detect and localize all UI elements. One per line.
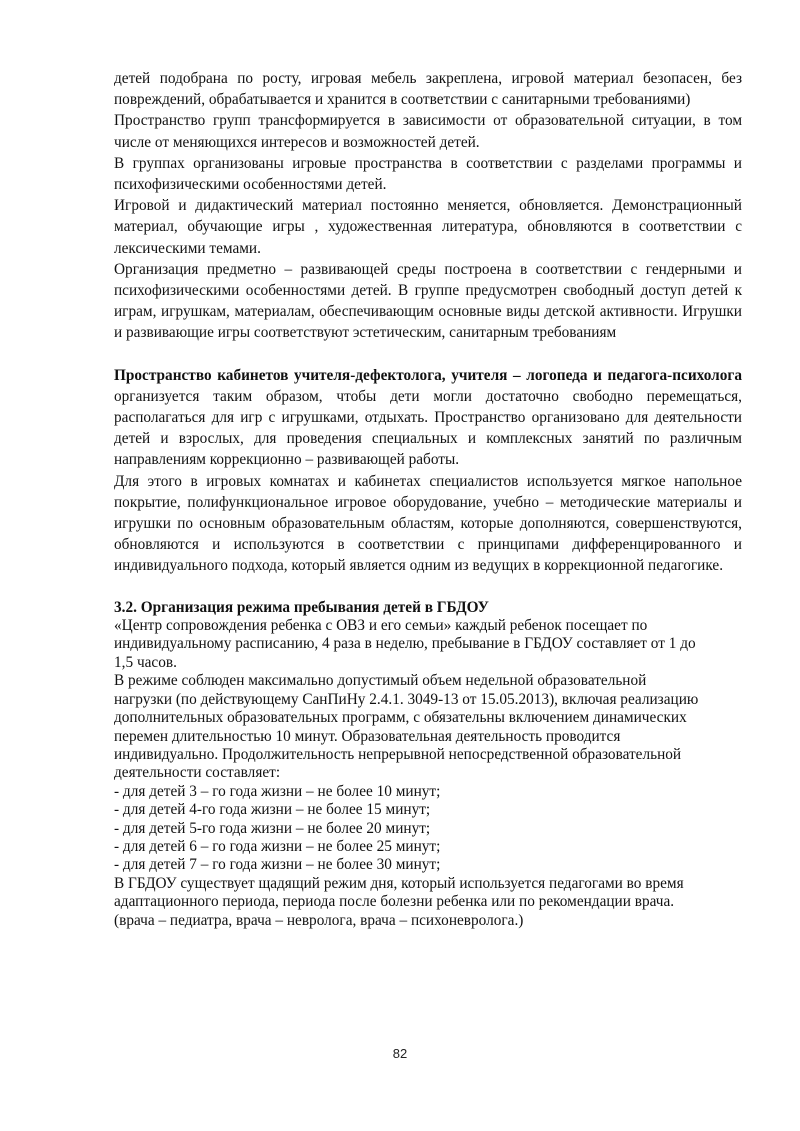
section-line: индивидуальному расписанию, 4 раза в неделю, пребывание в ГБДОУ составляет от 1 до xyxy=(114,635,696,653)
list-item: - для детей 7 – го года жизни – не более 30 минут; xyxy=(114,856,441,874)
list-item: - для детей 5-го года жизни – не более 20 минут; xyxy=(114,819,431,837)
page-number: 82 xyxy=(392,1046,408,1061)
section-line: В режиме соблюден максимально допустимый объем недельной образовательной xyxy=(114,672,647,690)
list-item: - для детей 6 – го года жизни – не более 25 минут; xyxy=(114,837,441,855)
section-heading: 3.2. Организация режима пребывания детей в ГБДОУ xyxy=(114,598,489,616)
section-line: (врача – педиатра, врача – невролога, врача – психоневролога.) xyxy=(114,911,524,929)
list-item: - для детей 4-го года жизни – не более 15 минут; xyxy=(114,801,431,819)
section-line: дополнительных образовательных программ, с обязательны включением динамических xyxy=(114,709,687,727)
cabinets-bold-lead: Пространство кабинетов учителя-дефектолога, учителя – логопеда и педагога-психолога xyxy=(114,366,742,384)
list-item: - для детей 3 – го года жизни – не более 10 минут; xyxy=(114,782,441,800)
paragraph-cabinets xyxy=(114,365,742,471)
document-page xyxy=(114,68,742,930)
section-line: «Центр сопровождения ребенка с ОВЗ и его семьи» каждый ребенок посещает по xyxy=(114,617,648,635)
paragraph-space-transform: Пространство групп трансформируется в зависимости от образовательной ситуации, в том числе от меняющихся интересов и возможностей детей. xyxy=(114,112,742,151)
paragraph-environment: Организация предметно – развивающей среды построена в соответствии с гендерными и психофизическими особенностями детей. В группе предусмотрен свободный доступ детей к играм, игрушкам, материалам, обеспечивающим основные виды детской активности. Игрушки и развивающие игры соответствуют эстетическим, санитарным требованиям xyxy=(114,260,742,342)
paragraph-didactic-material: Игровой и дидактический материал постоянно меняется, обновляется. Демонстрационный материал, обучающие игры , художественная литература, обновляются в соответствии с лексическими темами. xyxy=(114,197,742,257)
paragraph-furniture: детей подобрана по росту, игровая мебель закреплена, игровой материал безопасен, без повреждений, обрабатывается и хранится в соответствии с санитарными требованиями) xyxy=(114,70,742,109)
paragraph-play-spaces: В группах организованы игровые пространства в соответствии с разделами программы и психофизическими особенностями детей. xyxy=(114,154,742,194)
section-line: адаптационного периода, периода после болезни ребенка или по рекомендации врача. xyxy=(114,893,675,911)
section-line: В ГБДОУ существует щадящий режим дня, который используется педагогами во время xyxy=(114,874,684,892)
section-line: индивидуально. Продолжительность непрерывной непосредственной образовательной xyxy=(114,745,682,763)
paragraph-equipment: Для этого в игровых комнатах и кабинетах специалистов используется мягкое напольное покрытие, полифункциональное игровое оборудование, учебно – методические материалы и игрушки по основным образовательным областям, которые дополняются, совершенствуются, обновляются и используются в соответствии с принципами дифференцированного и индивидуального подхода, который является одним из ведущих в коррекционной педагогике. xyxy=(114,472,742,575)
section-line: нагрузки (по действующему СанПиНу 2.4.1. 3049-13 от 15.05.2013), включая реализацию xyxy=(114,690,699,708)
section-line: перемен длительностью 10 минут. Образовательная деятельность проводится xyxy=(114,727,621,745)
cabinets-text: организуется таким образом, чтобы дети могли достаточно свободно перемещаться, располагаться для игр с игрушками, отдыхать. Пространство организовано для деятельности детей и взрослых, для проведения специальных и комплексных занятий по различным направлениям коррекционно – развивающей работы. xyxy=(114,387,742,469)
section-line: 1,5 часов. xyxy=(114,653,177,671)
section-line: деятельности составляет: xyxy=(114,764,281,782)
